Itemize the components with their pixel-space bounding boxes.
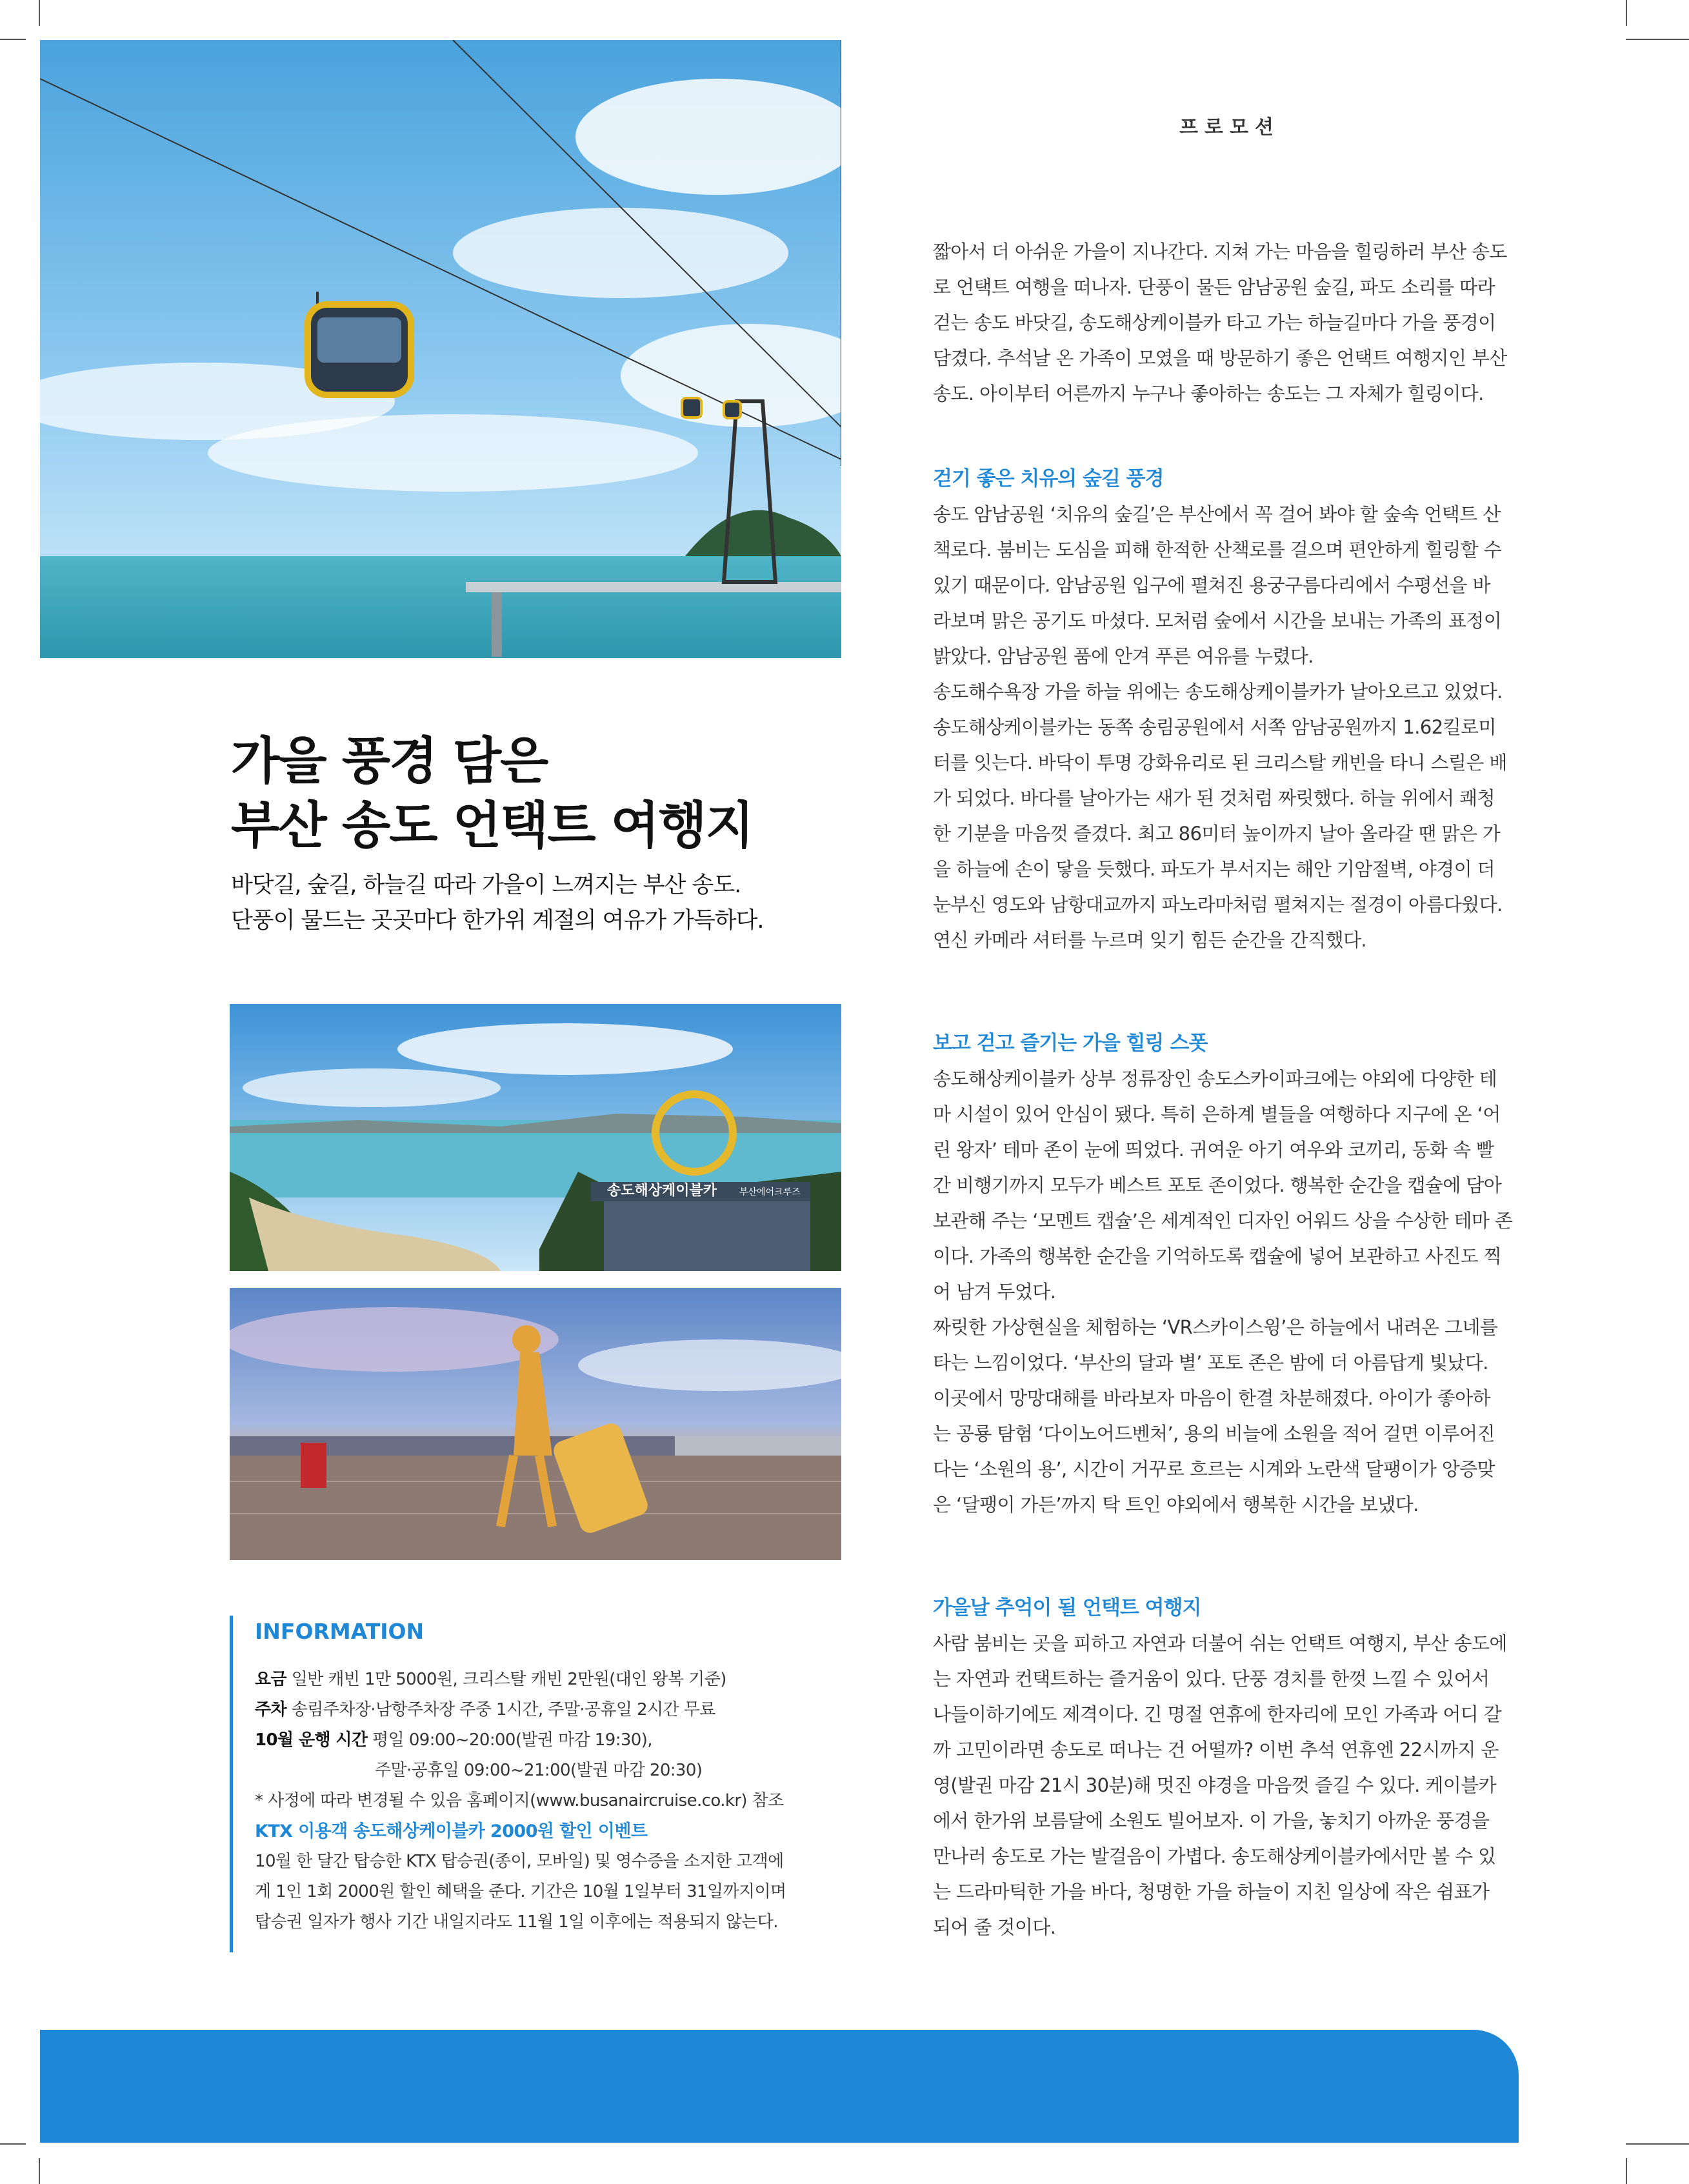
text-line: 10월 한 달간 탑승한 KTX 탑승권(종이, 모바일) 및 영수증을 소지한 고객에 <box>255 1852 784 1871</box>
info-label: 주차 <box>255 1700 287 1719</box>
text-line: 짧아서 더 아쉬운 가을이 지나간다. 지쳐 가는 마음을 힐링하러 부산 송도 <box>933 241 1507 263</box>
crop-mark <box>0 39 26 40</box>
text-line: 간 비행기까지 모두가 베스트 포토 존이었다. 행복한 순간을 캡슐에 담아 <box>933 1174 1502 1196</box>
text-line: 가 되었다. 바다를 날아가는 새가 된 것처럼 짜릿했다. 하늘 위에서 쾌청 <box>933 787 1495 809</box>
info-hours-weekend: 주말·공휴일 09:00~21:00(발권 마감 20:30) <box>375 1761 703 1780</box>
section-label: 프로모션 <box>1179 116 1280 139</box>
crop-mark <box>1626 2143 1689 2145</box>
info-value: 일반 캐빈 1만 5000원, 크리스탈 캐빈 2만원(대인 왕복 기준) <box>286 1670 726 1689</box>
text-line: 한 기분을 마음껏 즐겼다. 최고 86미터 높이까지 날아 올라갈 땐 맑은 가 <box>933 823 1501 845</box>
text-line: 짜릿한 가상현실을 체험하는 ‘VR스카이스윙’은 하늘에서 내려온 그네를 <box>933 1316 1498 1338</box>
text-line: 송도해상케이블카 상부 정류장인 송도스카이파크에는 야외에 다양한 테 <box>933 1068 1497 1090</box>
text-line: 는 드라마틱한 가을 바다, 청명한 가을 하늘이 지친 일상에 작은 쉼표가 <box>933 1881 1490 1903</box>
info-parking <box>255 1695 849 1725</box>
text-line: 만나러 송도로 가는 발걸음이 가볍다. 송도해상케이블카에서만 볼 수 있 <box>933 1845 1496 1867</box>
text-line: 밝았다. 암남공원 품에 안겨 푸른 여유를 누렸다. <box>933 645 1314 667</box>
section-forest-trail <box>933 461 1520 958</box>
info-label: 요금 <box>255 1670 287 1689</box>
text-line: 눈부신 영도와 남항대교까지 파노라마처럼 펼쳐지는 절경이 아름다웠다. <box>933 894 1503 916</box>
title-line: 부산 송도 언택트 여행지 <box>231 797 753 855</box>
crop-mark <box>39 2158 40 2184</box>
text-line: 걷는 송도 바닷길, 송도해상케이블카 타고 가는 하늘길마다 가을 풍경이 <box>933 312 1496 334</box>
little-prince-statue-sunset-photo <box>230 1288 841 1560</box>
text-line: 보관해 주는 ‘모멘트 캡슐’은 세계적인 디자인 어워드 상을 수상한 테마 존 <box>933 1210 1513 1232</box>
text-line: 영(발권 마감 21시 30분)해 멋진 야경을 마음껏 즐길 수 있다. 케이블카 <box>933 1774 1496 1796</box>
text-line: 는 공룡 탐험 ‘다이노어드벤처’, 용의 비늘에 소원을 적어 걸면 이루어진 <box>933 1423 1495 1445</box>
text-line: 되어 줄 것이다. <box>933 1916 1056 1938</box>
text-line: 이곳에서 망망대해를 바라보자 마음이 한결 차분해졌다. 아이가 좋아하 <box>933 1387 1490 1409</box>
event-title: KTX 이용객 송도해상케이블카 2000원 할인 이벤트 <box>255 1821 648 1841</box>
text-line: 담겼다. 추석날 온 가족이 모였을 때 방문하기 좋은 언택트 여행지인 부산 <box>933 347 1507 369</box>
section-healing-spot <box>933 1026 1520 1523</box>
section-heading: 가을날 추억이 될 언택트 여행지 <box>933 1596 1201 1619</box>
text-line: 이다. 가족의 행복한 순간을 기억하도록 캡슐에 넣어 보관하고 사진도 찍 <box>933 1245 1502 1267</box>
info-value: 평일 09:00~20:00(발권 마감 19:30), <box>367 1730 652 1750</box>
section-heading: 보고 걷고 즐기는 가을 힐링 스폿 <box>933 1032 1208 1055</box>
text-line: 는 자연과 컨택트하는 즐거움이 있다. 단풍 경치를 한껏 느낄 수 있어서 <box>933 1668 1490 1690</box>
cable-car-over-sea-photo <box>40 40 841 658</box>
lead-line: 바닷길, 숲길, 하늘길 따라 가을이 느껴지는 부산 송도. <box>231 872 741 898</box>
text-line: 탑승권 일자가 행사 기간 내일지라도 11월 1일 이후에는 적용되지 않는다. <box>255 1912 778 1932</box>
info-value: 송림주차장·남항주차장 주중 1시간, 주말·공휴일 2시간 무료 <box>286 1700 715 1719</box>
bottom-band <box>40 2030 1519 2143</box>
text-line: 책로다. 붐비는 도심을 피해 한적한 산책로를 걸으며 편안하게 힐링할 수 <box>933 539 1502 561</box>
event-description <box>255 1847 849 1938</box>
title-line: 가을 풍경 담은 <box>231 732 548 790</box>
info-label: 10월 운행 시간 <box>255 1730 368 1750</box>
crop-mark <box>1626 2158 1627 2184</box>
text-line: 을 하늘에 손이 닿을 듯했다. 파도가 부서지는 해안 기암절벽, 야경이 더 <box>933 858 1495 880</box>
info-note: * 사정에 따라 변경될 수 있음 홈페이지(www.busanaircruise.co.kr) 참조 <box>255 1791 784 1810</box>
text-line: 까 고민이라면 송도로 떠나는 건 어떨까? 이번 추석 연휴엔 22시까지 운 <box>933 1739 1499 1761</box>
text-line: 다는 ‘소원의 용’, 시간이 거꾸로 흐르는 시계와 노란색 달팽이가 앙증맞 <box>933 1458 1495 1480</box>
text-line: 에서 한가위 보름달에 소원도 빌어보자. 이 가을, 놓치기 아까운 풍경을 <box>933 1810 1490 1832</box>
text-line: 송도해수욕장 가을 하늘 위에는 송도해상케이블카가 날아오르고 있었다. <box>933 681 1503 703</box>
text-line: 게 1인 1회 2000원 할인 혜택을 준다. 기간은 10월 1일부터 31일까지이며 <box>255 1882 786 1901</box>
text-line: 사람 붐비는 곳을 피하고 자연과 더불어 쉬는 언택트 여행지, 부산 송도에 <box>933 1632 1507 1654</box>
info-fee <box>255 1665 849 1695</box>
text-line: 연신 카메라 셔터를 누르며 잊기 힘든 순간을 간직했다. <box>933 929 1367 951</box>
text-line: 있기 때문이다. 암남공원 입구에 펼쳐진 용궁구름다리에서 수평선을 바 <box>933 574 1490 596</box>
text-line: 타는 느낌이었다. ‘부산의 달과 별’ 포토 존은 밤에 더 아름답게 빛났다. <box>933 1352 1488 1374</box>
text-line: 린 왕자’ 테마 존이 눈에 띄었다. 귀여운 아기 여우와 코끼리, 동화 속 빨 <box>933 1139 1494 1161</box>
information-box <box>230 1616 849 1952</box>
crop-mark <box>39 0 40 26</box>
text-line: 송도 암남공원 ‘치유의 숲길’은 부산에서 꼭 걸어 봐야 할 숲속 언택트 산 <box>933 503 1501 525</box>
station-sign: 송도해상케이블카 <box>607 1183 717 1199</box>
text-line: 은 ‘달팽이 가든’까지 탁 트인 야외에서 행복한 시간을 보냈다. <box>933 1494 1419 1516</box>
page-title <box>231 729 863 858</box>
station-sign-sub: 부산에어크루즈 <box>739 1187 801 1197</box>
section-untact-destination <box>933 1590 1520 1945</box>
text-line: 송도. 아이부터 어른까지 누구나 좋아하는 송도는 그 자체가 힐링이다. <box>933 383 1484 405</box>
text-line: 로 언택트 여행을 떠나자. 단풍이 물든 암남공원 숲길, 파도 소리를 따라 <box>933 276 1495 298</box>
text-line: 터를 잇는다. 바닥이 투명 강화유리로 된 크리스탈 캐빈을 타니 스릴은 배 <box>933 752 1507 774</box>
text-line: 나들이하기에도 제격이다. 긴 명절 연휴에 한자리에 모인 가족과 어디 갈 <box>933 1703 1502 1725</box>
section-heading: 걷기 좋은 치유의 숲길 풍경 <box>933 467 1164 490</box>
crop-mark <box>0 2143 26 2145</box>
intro-paragraph <box>933 234 1520 412</box>
text-line: 어 남겨 두었다. <box>933 1281 1056 1303</box>
text-line: 라보며 맑은 공기도 마셨다. 모처럼 숲에서 시간을 보내는 가족의 표정이 <box>933 610 1502 632</box>
lead-text <box>231 868 863 939</box>
crop-mark <box>1626 0 1627 26</box>
songdo-cable-car-station-photo <box>230 1004 841 1271</box>
text-line: 송도해상케이블카는 동쪽 송림공원에서 서쪽 암남공원까지 1.62킬로미 <box>933 716 1496 738</box>
lead-line: 단풍이 물드는 곳곳마다 한가위 계절의 여유가 가득하다. <box>231 908 764 934</box>
info-hours <box>255 1725 849 1756</box>
information-title: INFORMATION <box>255 1619 425 1644</box>
crop-mark <box>1626 39 1689 40</box>
text-line: 마 시설이 있어 안심이 됐다. 특히 은하계 별들을 여행하다 지구에 온 ‘어 <box>933 1103 1501 1125</box>
